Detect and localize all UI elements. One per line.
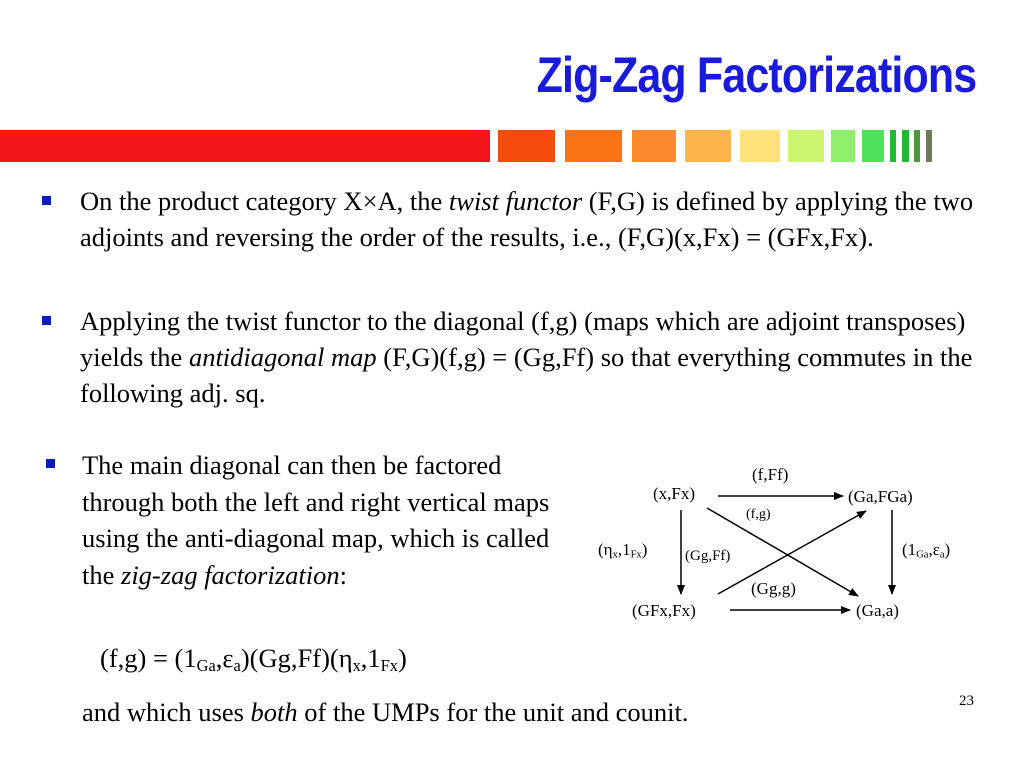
bottom-arrow-label: (Gg,g) xyxy=(751,579,796,598)
formula-part: ) xyxy=(398,643,407,673)
diagonal-label: (f,g) xyxy=(746,507,771,522)
page-number: 23 xyxy=(959,693,974,709)
bullet-text-part: On the product category X×A, the xyxy=(80,186,449,216)
node-top-left: (x,Fx) xyxy=(653,484,696,503)
formula-part: ,1 xyxy=(360,643,381,673)
closing-part: and which uses xyxy=(82,697,251,727)
formula-subscript: a xyxy=(233,656,241,676)
label-subscript: Fx xyxy=(630,549,642,561)
formula-part: )(Gg,Ff)(η xyxy=(240,643,353,673)
bullet-text-part: (F,G) is defined by applying the two adjoints and reversing the order of the results, i.e., (F,G)(x,Fx) = (GFx,Fx). xyxy=(80,186,974,252)
node-bottom-right: (Ga,a) xyxy=(856,601,899,620)
bullet-text-part: Applying the twist functor to the diagonal (f,g) (maps which are adjoint transposes) yields the xyxy=(80,306,966,372)
left-arrow-label xyxy=(598,540,647,561)
formula-part: ,ε xyxy=(215,643,234,673)
label-part: (1 xyxy=(902,540,917,559)
label-subscript: Ga xyxy=(916,549,929,561)
antidiagonal-label: (Gg,Ff) xyxy=(685,548,731,564)
label-part: ,ε xyxy=(928,540,940,559)
top-arrow-label: (f,Ff) xyxy=(752,465,789,484)
formula-part: (f,g) = (1 xyxy=(100,643,197,673)
emphasis-term: zig-zag factorization xyxy=(121,559,340,590)
emphasis-term: both xyxy=(250,697,298,727)
node-bottom-left: (GFx,Fx) xyxy=(632,601,696,620)
bullet-text-part: (F,G)(f,g) = (Gg,Ff) so that everything commutes in the following adj. sq. xyxy=(80,342,973,408)
label-subscript: x xyxy=(612,549,618,561)
label-subscript: a xyxy=(939,549,945,561)
label-part: (η xyxy=(598,540,613,559)
bullet-text-part: : xyxy=(339,559,348,590)
formula-subscript: Ga xyxy=(196,656,216,676)
closing-part: of the UMPs for the unit and counit. xyxy=(297,697,689,727)
formula-subscript: Fx xyxy=(380,656,399,676)
bullet-text-part: The main diagonal can then be factored through both the left and right vertical maps using the anti-diagonal map, which is called the xyxy=(82,450,550,590)
right-arrow-label xyxy=(902,540,950,561)
emphasis-term: twist functor xyxy=(448,186,583,216)
node-top-right: (Ga,FGa) xyxy=(848,487,913,506)
label-part: ) xyxy=(944,540,951,559)
emphasis-term: antidiagonal map xyxy=(188,342,377,372)
slide-title: Zig-Zag Factorizations xyxy=(536,47,976,103)
label-part: ,1 xyxy=(617,540,631,559)
formula-subscript: x xyxy=(352,656,361,676)
label-part: ) xyxy=(641,540,648,559)
